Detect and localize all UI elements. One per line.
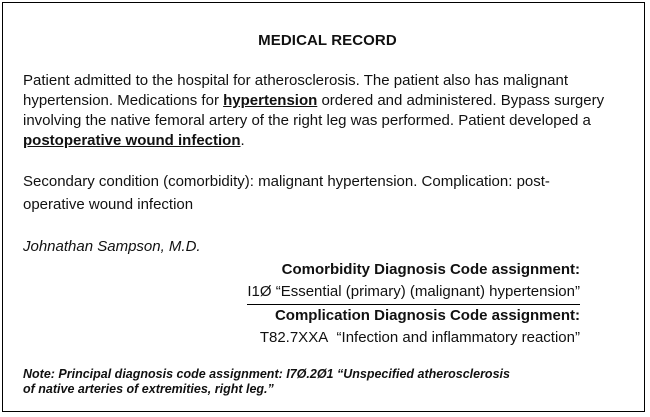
document-frame (2, 2, 645, 412)
comorbidity-heading: Comorbidity Diagnosis Code assignment: (281, 261, 580, 278)
admission-text-1: Patient admitted to the hospital for atherosclerosis. The patient also has malignant hypertension. Medications for (23, 72, 569, 109)
secondary-condition-paragraph (23, 170, 633, 216)
code-assignment-block (247, 259, 580, 349)
comorbidity-code-row (247, 281, 580, 305)
complication-heading: Complication Diagnosis Code assignment: (274, 307, 580, 324)
comorbidity-description: “Essential (primary) (malignant) hypertension” (275, 283, 580, 300)
wound-infection-emphasis: postoperative wound infection (23, 132, 241, 149)
secondary-condition-line-1: Secondary condition (comorbidity): malignant hypertension. Complication: post- (23, 173, 550, 190)
complication-code: T82.7XXA (259, 329, 329, 346)
physician-signature: Johnathan Sampson, M.D. (23, 238, 201, 255)
comorbidity-code-line (247, 281, 580, 305)
admission-text-3: . (240, 132, 245, 149)
secondary-condition-line-2: operative wound infection (23, 196, 194, 213)
admission-text-2: ordered and administered. Bypass surgery involving the native femoral artery of the right leg was performed. Patient developed a (23, 92, 605, 129)
principal-diagnosis-note (23, 367, 510, 397)
note-line-1: Note: Principal diagnosis code assignment: I7Ø.2Ø1 “Unspecified atherosclerosis (23, 367, 510, 381)
note-line-2: of native arteries of extremities, right leg.” (23, 382, 274, 396)
comorbidity-code: I1Ø (247, 283, 272, 300)
document-title: MEDICAL RECORD (258, 32, 397, 49)
complication-code-row (247, 327, 580, 349)
complication-description: “Infection and inflammatory reaction” (336, 329, 580, 346)
admission-paragraph (23, 71, 633, 151)
hypertension-emphasis: hypertension (223, 92, 318, 109)
